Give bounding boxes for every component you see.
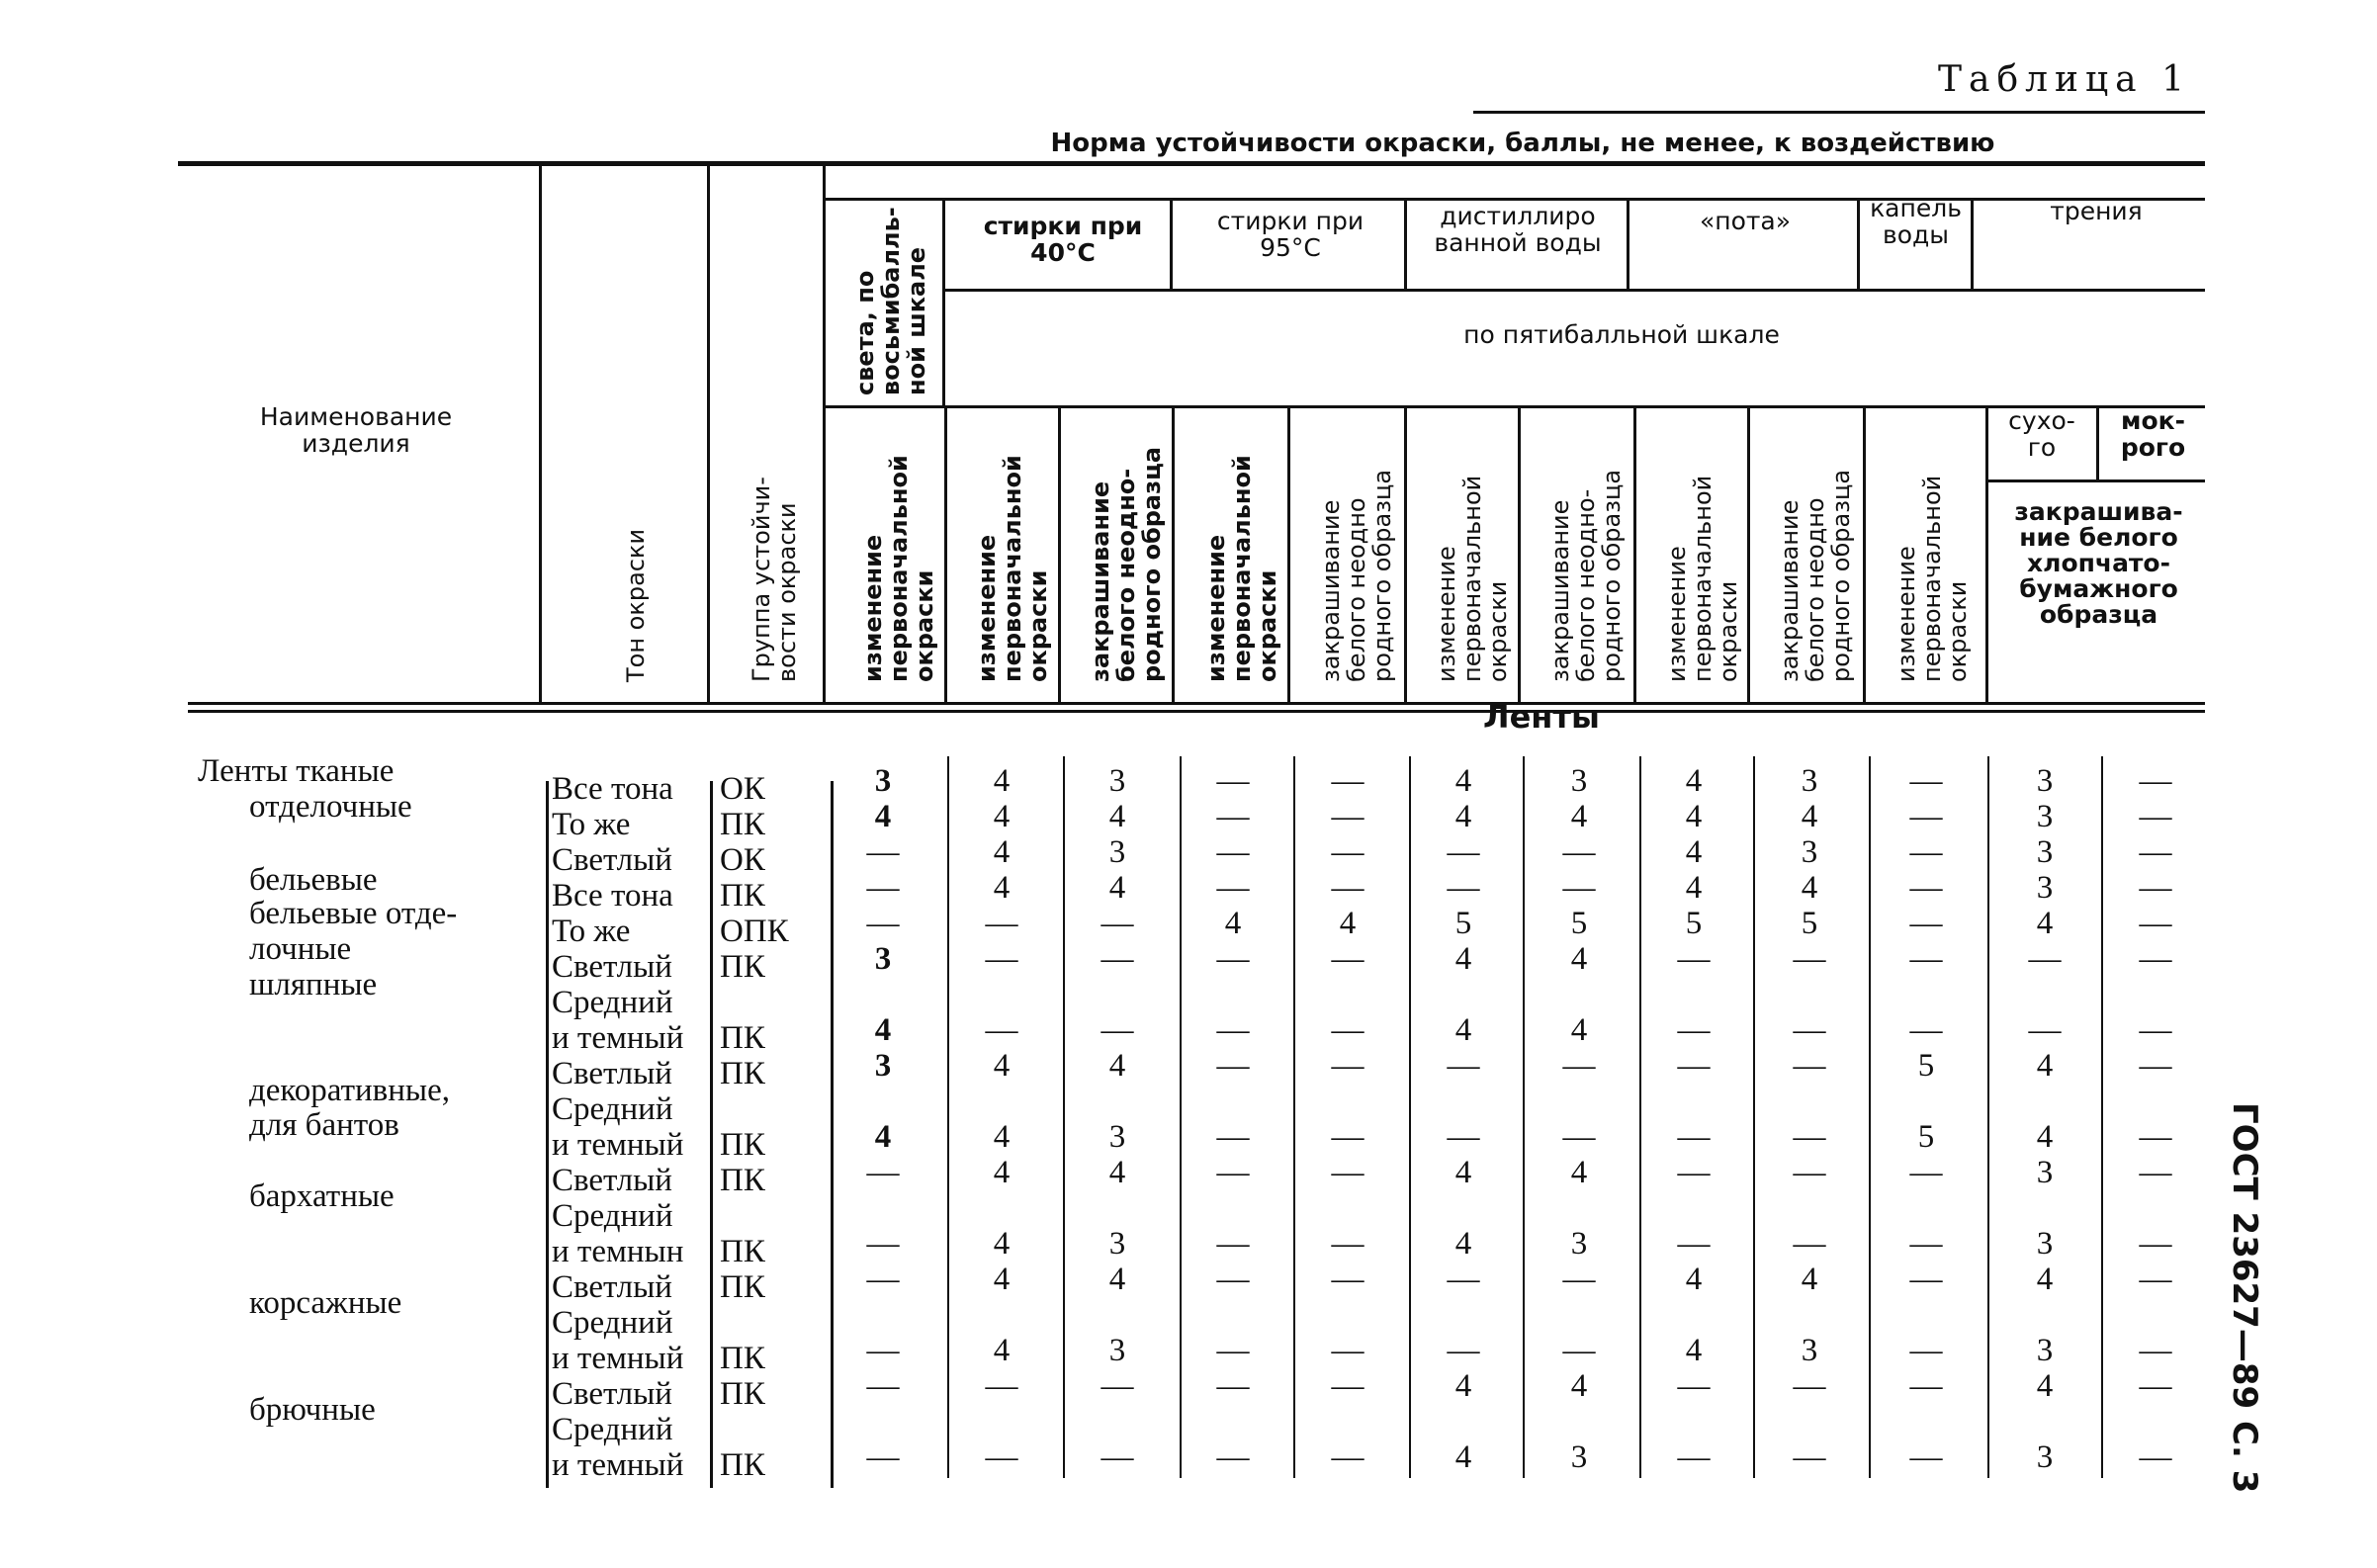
product-label: лочные [249,931,352,967]
value-cell: — [1562,1333,1596,1368]
value-cell: — [1100,1368,1134,1404]
header-sub-0: изменение первоначальной окраски [859,455,938,682]
header-wash40: стирки при 40°С [983,212,1143,267]
value-cell: — [2139,906,2172,941]
rule-header-bottom-2 [188,710,2205,713]
product-label: шляпные [249,967,378,1002]
header-light: света, по восьмибалль- ной шкале [851,207,930,395]
value-cell: 4 [1108,870,1126,906]
value-cell: 3 [2036,870,2054,906]
tone-cell: Светлый [552,1269,672,1305]
value-cell: — [1331,1439,1365,1475]
value-cell: 4 [1108,1262,1126,1297]
product-label: отделочные [249,789,412,825]
value-cell: — [1216,834,1250,870]
value-cell: 4 [1454,799,1472,834]
value-cell: — [2139,1439,2172,1475]
value-cell: — [1677,1048,1711,1084]
header-rubbing: трения [2050,197,2143,225]
value-cell: 4 [874,799,892,834]
vline-body-c3 [1180,756,1182,1478]
value-cell: — [1331,941,1365,977]
vline-body-c5 [1409,756,1411,1478]
header-staining-cotton: закрашива- ние белого хлопчато- бумажного образца [2014,497,2183,629]
value-cell: — [866,870,900,906]
header-sub-5: изменение первоначальной окраски [1433,475,1512,682]
value-cell: 4 [2036,1262,2054,1297]
value-cell: — [1100,1012,1134,1048]
group-cell: ПК [720,1269,765,1305]
value-cell: 4 [1685,870,1703,906]
value-cell: — [1447,1119,1480,1155]
value-cell: — [1562,1262,1596,1297]
product-label: корсажные [249,1285,402,1321]
product-label: бельевые отде- [249,896,458,931]
value-cell: — [1331,1368,1365,1404]
value-cell: — [985,941,1018,977]
vline-body-c7 [1639,756,1641,1478]
value-cell: 4 [2036,1119,2054,1155]
product-label: Ленты тканые [198,753,395,789]
value-cell: — [1909,763,1943,799]
vline-sub-9 [1863,408,1866,702]
value-cell: 4 [993,1155,1011,1190]
value-cell: — [1793,1368,1826,1404]
header-sub-7: изменение первоначальной окраски [1663,475,1742,682]
value-cell: 3 [2036,799,2054,834]
value-cell: — [1216,1048,1250,1084]
vline-body-c9 [1869,756,1871,1478]
vline-body-light [831,781,834,1488]
value-cell: — [1909,1262,1943,1297]
header-wet: мок- рого [2120,406,2186,462]
value-cell: 3 [2036,1333,2054,1368]
value-cell: 3 [1108,834,1126,870]
value-cell: — [1216,763,1250,799]
tone-cell: Светлый [552,1163,672,1198]
value-cell: 4 [1108,1155,1126,1190]
header-drops: капель воды [1870,194,1962,249]
tone-cell: Светлый [552,949,672,985]
tone-cell: Средний [552,1412,673,1447]
value-cell: 4 [1801,870,1818,906]
vline-sub-10 [1985,408,1988,702]
value-cell: — [1100,906,1134,941]
tone-cell: и темный [552,1447,684,1483]
vline-tone [707,163,710,702]
section-title: Ленты [1483,698,1600,736]
vline-sub-8 [1747,408,1750,702]
value-cell: 5 [1917,1119,1935,1155]
header-sub-4: закрашивание белого неодно родного образца [1317,469,1396,682]
value-cell: — [866,1155,900,1190]
value-cell: — [1909,1368,1943,1404]
value-cell: — [1677,1119,1711,1155]
value-cell: 3 [1801,1333,1818,1368]
value-cell: 4 [993,1226,1011,1262]
value-cell: — [1909,870,1943,906]
value-cell: 4 [1454,1155,1472,1190]
value-cell: — [1331,1155,1365,1190]
value-cell: 4 [993,1333,1011,1368]
value-cell: — [866,906,900,941]
value-cell: 3 [874,1048,892,1084]
tone-cell: и темный [552,1020,684,1056]
product-label: бархатные [249,1178,395,1214]
side-label: ГОСТ 23627—89 С. 3 [2225,1102,2264,1494]
value-cell: 4 [1339,906,1357,941]
header-five-scale: по пятибалльной шкале [1463,320,1780,349]
header-distilled: дистиллиро ванной воды [1434,202,1602,257]
value-cell: — [1216,1262,1250,1297]
vline-sub-5 [1404,408,1407,702]
header-tone: Тон окраски [622,528,650,682]
group-cell: ПК [720,1447,765,1483]
value-cell: — [2139,1012,2172,1048]
vline-body-c4 [1293,756,1295,1478]
value-cell: — [1909,1333,1943,1368]
value-cell: 4 [874,1012,892,1048]
value-cell: — [1562,1048,1596,1084]
vline-group [823,163,826,702]
product-label: декоративные, [249,1073,450,1108]
rule-top-title [1473,111,2205,114]
value-cell: 4 [993,834,1011,870]
value-cell: 4 [993,1262,1011,1297]
value-cell: — [866,1262,900,1297]
product-label: брючные [249,1392,376,1428]
value-cell: — [1331,1226,1365,1262]
tone-cell: Светлый [552,1376,672,1412]
value-cell: 4 [1224,906,1242,941]
value-cell: 4 [874,1119,892,1155]
value-cell: 3 [1108,763,1126,799]
value-cell: 4 [1570,1012,1588,1048]
group-cell: ОК [720,771,765,807]
group-cell: ПК [720,1341,765,1376]
value-cell: 4 [993,799,1011,834]
value-cell: — [866,1226,900,1262]
value-cell: — [866,1333,900,1368]
value-cell: — [1909,1012,1943,1048]
value-cell: 4 [993,763,1011,799]
value-cell: — [2028,941,2062,977]
group-cell: ПК [720,949,765,985]
value-cell: 5 [1570,906,1588,941]
value-cell: — [1447,870,1480,906]
vline-body-tone [546,781,549,1488]
value-cell: — [1793,1439,1826,1475]
header-product: Наименование изделия [259,402,453,458]
value-cell: — [985,906,1018,941]
value-cell: — [1793,1226,1826,1262]
value-cell: 3 [1108,1119,1126,1155]
value-cell: — [1216,1226,1250,1262]
value-cell: 3 [1570,1226,1588,1262]
value-cell: — [1331,1119,1365,1155]
product-label: бельевые [249,862,378,898]
value-cell: 4 [1108,1048,1126,1084]
value-cell: — [1909,834,1943,870]
rule-header-top [178,161,2205,166]
header-wash95: стирки при 95°С [1216,207,1365,262]
value-cell: — [1331,1262,1365,1297]
value-cell: 4 [1801,1262,1818,1297]
tone-cell: Средний [552,1305,673,1341]
header-sub-2: закрашивание белого неодно- родного образца [1087,446,1166,682]
value-cell: — [2139,1226,2172,1262]
value-cell: — [2139,1368,2172,1404]
value-cell: 4 [2036,1368,2054,1404]
value-cell: — [2139,941,2172,977]
value-cell: 3 [1108,1226,1126,1262]
group-cell: ПК [720,1376,765,1412]
value-cell: — [1793,1155,1826,1190]
header-sub-3: изменение первоначальной окраски [1202,455,1281,682]
vline-body-group [710,781,713,1488]
value-cell: 3 [2036,1226,2054,1262]
value-cell: 5 [1685,906,1703,941]
value-cell: 4 [1685,1262,1703,1297]
value-cell: — [866,1439,900,1475]
vline-sub-6 [1518,408,1521,702]
value-cell: 3 [1108,1333,1126,1368]
value-cell: 4 [1454,1226,1472,1262]
vline-body-c11 [2101,756,2103,1478]
header-sub-9: изменение первоначальной окраски [1893,475,1972,682]
group-cell: ПК [720,878,765,914]
value-cell: — [1331,799,1365,834]
header-sub-1: изменение первоначальной окраски [973,455,1052,682]
value-cell: — [2139,834,2172,870]
header-norm: Норма устойчивости окраски, баллы, не менее, к воздействию [1050,129,1995,158]
value-cell: 4 [993,1048,1011,1084]
tone-cell: и темнын [552,1234,684,1269]
value-cell: 4 [1454,763,1472,799]
value-cell: — [1216,941,1250,977]
value-cell: 5 [1917,1048,1935,1084]
value-cell: 5 [1454,906,1472,941]
value-cell: 4 [1570,1368,1588,1404]
value-cell: 3 [1570,1439,1588,1475]
value-cell: — [2139,763,2172,799]
value-cell: 5 [1801,906,1818,941]
vline-wash95 [1404,198,1407,289]
value-cell: — [1331,1333,1365,1368]
group-cell: ОК [720,842,765,878]
value-cell: — [1331,870,1365,906]
value-cell: — [1216,1368,1250,1404]
group-cell: ПК [720,1020,765,1056]
vline-body-c2 [1063,756,1065,1478]
value-cell: — [1909,941,1943,977]
value-cell: — [1216,1119,1250,1155]
value-cell: 3 [2036,763,2054,799]
value-cell: 4 [1570,1155,1588,1190]
value-cell: 4 [1570,799,1588,834]
vline-body-c10 [1987,756,1989,1478]
value-cell: — [1216,1155,1250,1190]
value-cell: — [2139,870,2172,906]
value-cell: — [1100,941,1134,977]
rule-five-top [944,289,2205,292]
value-cell: — [1216,870,1250,906]
value-cell: — [866,834,900,870]
value-cell: — [1562,834,1596,870]
group-cell: ОПК [720,914,789,949]
tone-cell: и темный [552,1341,684,1376]
group-cell: ПК [720,1163,765,1198]
value-cell: — [1909,799,1943,834]
value-cell: — [1447,1048,1480,1084]
vline-body-c6 [1523,756,1525,1478]
tone-cell: Светлый [552,1056,672,1091]
group-cell: ПК [720,807,765,842]
value-cell: — [1447,1262,1480,1297]
tone-cell: Средний [552,1091,673,1127]
value-cell: 3 [2036,1439,2054,1475]
value-cell: — [2028,1012,2062,1048]
value-cell: — [2139,1048,2172,1084]
value-cell: — [1562,870,1596,906]
value-cell: 3 [2036,834,2054,870]
header-sub-6: закрашивание белого неодно- родного образца [1546,469,1626,682]
vline-sub-1 [944,408,947,702]
value-cell: — [1216,1333,1250,1368]
header-sub-8: закрашивание белого неодно родного образца [1776,469,1855,682]
table-label: Таблица 1 [1938,59,2191,100]
value-cell: — [1331,763,1365,799]
value-cell: — [1331,1012,1365,1048]
value-cell: 3 [1801,763,1818,799]
vline-sub-4 [1287,408,1290,702]
rule-drywet-bottom [1987,479,2205,482]
value-cell: — [1447,1333,1480,1368]
tone-cell: Средний [552,985,673,1020]
vline-distilled [1627,198,1629,289]
tone-cell: и темный [552,1127,684,1163]
value-cell: 4 [1685,799,1703,834]
value-cell: 4 [2036,906,2054,941]
value-cell: — [866,1368,900,1404]
value-cell: 4 [1685,834,1703,870]
tone-cell: Все тона [552,878,673,914]
rule-header-bottom-1 [188,702,2205,705]
value-cell: — [2139,1333,2172,1368]
vline-body-c8 [1753,756,1755,1478]
value-cell: — [1793,941,1826,977]
value-cell: — [1331,834,1365,870]
value-cell: — [1331,1048,1365,1084]
value-cell: — [1447,834,1480,870]
vline-product [539,163,542,702]
value-cell: 4 [993,870,1011,906]
value-cell: 4 [1108,799,1126,834]
vline-body-c1 [947,756,949,1478]
value-cell: 3 [874,941,892,977]
value-cell: 3 [1801,834,1818,870]
value-cell: — [1677,1155,1711,1190]
vline-wash40 [1170,198,1173,289]
tone-cell: Все тона [552,771,673,807]
group-cell: ПК [720,1127,765,1163]
value-cell: — [1216,799,1250,834]
value-cell: — [1909,1155,1943,1190]
value-cell: — [1793,1119,1826,1155]
vline-sub-11 [2096,408,2099,479]
vline-light [942,198,945,405]
value-cell: — [1909,906,1943,941]
value-cell: 4 [2036,1048,2054,1084]
value-cell: 4 [1685,763,1703,799]
value-cell: 4 [1454,1439,1472,1475]
value-cell: — [1677,1368,1711,1404]
value-cell: 4 [1454,1368,1472,1404]
value-cell: — [1562,1119,1596,1155]
value-cell: — [1677,1226,1711,1262]
value-cell: — [985,1012,1018,1048]
value-cell: — [1677,941,1711,977]
tone-cell: То же [552,914,631,949]
header-sweat: «пота» [1699,207,1792,235]
tone-cell: То же [552,807,631,842]
value-cell: — [2139,1119,2172,1155]
value-cell: — [1909,1226,1943,1262]
value-cell: 4 [1570,941,1588,977]
value-cell: 4 [993,1119,1011,1155]
tone-cell: Светлый [552,842,672,878]
value-cell: — [2139,1262,2172,1297]
tone-cell: Средний [552,1198,673,1234]
value-cell: — [1793,1012,1826,1048]
value-cell: 4 [1685,1333,1703,1368]
value-cell: — [1677,1439,1711,1475]
value-cell: — [1216,1012,1250,1048]
value-cell: — [2139,1155,2172,1190]
product-label: для бантов [249,1107,399,1143]
value-cell: 3 [2036,1155,2054,1190]
value-cell: — [1793,1048,1826,1084]
value-cell: — [985,1368,1018,1404]
value-cell: — [1100,1439,1134,1475]
vline-sub-3 [1172,408,1175,702]
vline-sub-2 [1058,408,1061,702]
value-cell: 4 [1801,799,1818,834]
value-cell: 4 [1454,1012,1472,1048]
header-group: Группа устойчи- вости окраски [748,477,801,682]
value-cell: — [1677,1012,1711,1048]
value-cell: 3 [874,763,892,799]
group-cell: ПК [720,1234,765,1269]
vline-sub-7 [1633,408,1636,702]
value-cell: — [2139,799,2172,834]
header-dry: сухо- го [2008,406,2075,462]
value-cell: — [1216,1439,1250,1475]
value-cell: — [985,1439,1018,1475]
value-cell: 3 [1570,763,1588,799]
value-cell: — [1909,1439,1943,1475]
value-cell: 4 [1454,941,1472,977]
group-cell: ПК [720,1056,765,1091]
